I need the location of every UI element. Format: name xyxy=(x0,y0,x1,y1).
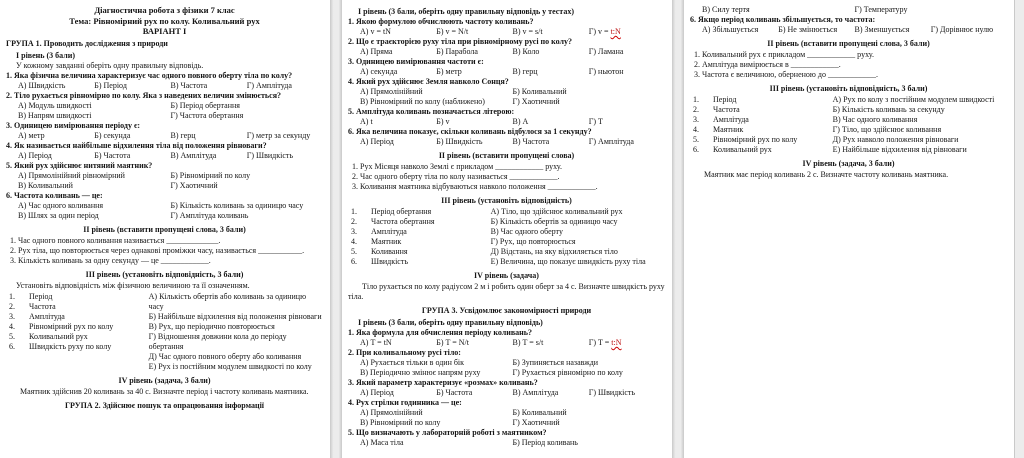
item-number: 6. xyxy=(351,257,357,266)
answer-option: Г) Ламана xyxy=(588,47,624,56)
matching-right-item: В) Час одного коливання xyxy=(832,115,918,124)
answer-option: А) секунда xyxy=(360,67,398,76)
answer-option: А) t xyxy=(360,117,373,126)
page-gap xyxy=(330,0,342,458)
question-text: 5. Амплітуда коливань позначається літерою: xyxy=(348,107,515,116)
matching-left-item xyxy=(690,105,833,115)
answer-option: А) метр xyxy=(18,130,45,140)
options-row xyxy=(6,211,323,221)
answer-option: Г) Швидкість xyxy=(588,388,636,397)
section-heading: ІІІ рівень (установіть відповідність) xyxy=(441,196,572,205)
answer-option: А) Період xyxy=(18,150,52,160)
question xyxy=(6,141,323,161)
options-row xyxy=(6,171,323,181)
question-text: 2. Тіло рухається рівномірно по колу. Яка з наведених величин змінюється? xyxy=(6,90,282,100)
answer-option: Б) Зупиняється назавжди xyxy=(512,358,599,367)
fill-in-blank-line: 1. Рух Місяця навколо Землі є прикладом ____________ руху. xyxy=(352,162,562,171)
matching-term: Частота xyxy=(29,301,56,311)
matching-right-column xyxy=(491,207,665,267)
options-row xyxy=(348,408,665,418)
answer-option: Б) v xyxy=(436,117,450,126)
matching-term: Коливальний рух xyxy=(713,145,772,154)
matching-left-item xyxy=(348,257,491,267)
matching-term: Швидкість xyxy=(371,257,409,266)
answer-option: В) Періодично змінює напрям руху xyxy=(360,368,481,377)
answer-option: А) Прямолінійний xyxy=(360,408,423,417)
options-row xyxy=(348,388,665,398)
section-heading: ІІ рівень (вставити пропущені слова) xyxy=(438,151,575,160)
question xyxy=(6,161,323,191)
option-formula-prefix: Г) v = xyxy=(588,27,611,36)
matching-left-item xyxy=(348,237,491,247)
matching-term: Амплітуда xyxy=(29,311,65,321)
question-text: 3. Одиницею вимірювання періоду є: xyxy=(6,120,141,130)
answer-option: В) А xyxy=(512,117,529,126)
matching-left-item xyxy=(690,125,833,135)
matching-left-item xyxy=(690,115,833,125)
matching-right-item: Г) Рух, що повторюється xyxy=(490,237,576,246)
answer-option: Б) Не змінюється xyxy=(778,25,838,34)
section-heading: IV рівень (задача) xyxy=(474,271,539,280)
answer-option: В) v = s/t xyxy=(512,27,543,36)
section-heading: ІІІ рівень (установіть відповідність, 3 бали) xyxy=(769,84,928,93)
answer-option: Б) секунда xyxy=(94,130,131,140)
answer-option: А) Збільшується xyxy=(702,25,759,34)
question xyxy=(348,17,665,37)
matching-left-item xyxy=(6,332,149,342)
matching-term: Амплітуда xyxy=(371,227,407,236)
question xyxy=(348,37,665,57)
answer-option: Г) Дорівнює нулю xyxy=(930,25,994,34)
matching-right-item: Д) Час одного повного оберту або коливання xyxy=(148,351,302,361)
answer-option: Г) Амплітуда xyxy=(588,137,634,146)
question-text: 3. Який параметр характеризує «розмах» коливань? xyxy=(348,378,538,387)
answer-option: Г) ньютон xyxy=(588,67,624,76)
item-number: 4. xyxy=(351,237,357,246)
answer-option xyxy=(589,27,665,37)
answer-option: Г) Частота обертання xyxy=(170,110,244,120)
answer-option: Г) Амплітуда коливань xyxy=(170,210,249,220)
paragraph: Установіть відповідність між фізичною величиною та її означенням. xyxy=(16,280,250,290)
answer-option: А) v = tN xyxy=(360,27,391,36)
matching-left-item xyxy=(348,227,491,237)
question-text: 6. Якщо період коливань збільшується, то частота: xyxy=(690,15,876,24)
options-row xyxy=(6,181,323,191)
matching-right-item: В) Рух, що періодично повторюється xyxy=(148,321,275,331)
matching-right-item: А) Рух по колу з постійним модулем швидкості xyxy=(832,95,995,104)
section-heading: IV рівень (задача, 3 бали) xyxy=(118,375,211,385)
answer-option: А) Рухається тільки в один бік xyxy=(360,358,465,367)
answer-option: Б) Період коливань xyxy=(512,438,578,447)
question-text: 1. Яка формула для обчислення періоду коливань? xyxy=(348,328,532,337)
task-text: Тіло рухається по колу радіусом 2 м і робить один оберт за 4 с. Визначте швидкість руху тіла. xyxy=(348,282,665,301)
matching-block xyxy=(348,207,665,267)
item-number: 2. xyxy=(9,301,15,311)
matching-right-item: Б) Найбільше відхилення від положення рівноваги xyxy=(148,311,322,321)
matching-term: Період xyxy=(713,95,737,104)
matching-left-column xyxy=(690,95,833,155)
answer-option: А) Час одного коливання xyxy=(18,200,104,210)
document-page-2 xyxy=(342,0,672,458)
answer-option: В) Рівномірний по колу xyxy=(360,418,441,427)
matching-right-column xyxy=(833,95,1007,155)
section-heading: І рівень (3 бали) xyxy=(16,50,75,60)
matching-left-item xyxy=(348,217,491,227)
options-row xyxy=(348,418,665,428)
question-text: 4. Який рух здійснює Земля навколо Сонця? xyxy=(348,77,509,86)
answer-option: В) Частота xyxy=(170,80,208,90)
answer-option: А) Пряма xyxy=(360,47,393,56)
matching-right-item: Г) Тіло, що здійснює коливання xyxy=(832,125,942,134)
item-number: 4. xyxy=(693,125,699,134)
fill-in-blank-line: 1. Коливальний рух є прикладом ____________ руху. xyxy=(694,50,874,59)
answer-option: В) Амплітуда xyxy=(512,388,559,397)
options-row xyxy=(348,87,665,97)
answer-option: Б) Період xyxy=(94,80,127,90)
answer-option: В) Шлях за один період xyxy=(18,210,99,220)
options-row xyxy=(6,131,323,141)
options-row xyxy=(348,438,665,448)
answer-option: В) Коло xyxy=(512,47,540,56)
fill-in-blank-line: 3. Коливання маятника відбуваються навколо положення ____________. xyxy=(352,182,598,191)
doc-title-line: Діагностична робота з фізики 7 клас xyxy=(94,5,235,15)
question xyxy=(348,77,665,107)
options-row xyxy=(348,117,665,127)
item-number: 1. xyxy=(351,207,357,216)
doc-title-line: ВАРІАНТ І xyxy=(142,26,187,37)
matching-left-item xyxy=(6,312,149,322)
answer-option: В) герц xyxy=(512,67,538,76)
matching-left-column xyxy=(6,292,149,372)
section-heading: ІІ рівень (вставити пропущені слова, 3 бали) xyxy=(83,224,246,234)
answer-option: Г) Т xyxy=(588,117,603,126)
document-page-3 xyxy=(684,0,1014,458)
answer-option: Г) Хаотичний xyxy=(170,180,218,190)
matching-right-item: Г) Відношення довжини кола до періоду обертання xyxy=(148,331,287,351)
item-number: 1. xyxy=(9,291,15,301)
question xyxy=(6,71,323,91)
question xyxy=(6,121,323,141)
matching-term: Рівномірний рух по колу xyxy=(29,321,114,331)
section-heading: ГРУПА 1. Проводить дослідження з природи xyxy=(6,38,168,48)
matching-block xyxy=(6,292,323,372)
question-text: 1. Яка фізична величина характеризує час одного повного оберту тіла по колу? xyxy=(6,70,293,80)
question-text: 2. Що є траєкторією руху тіла при рівномірному русі по колу? xyxy=(348,37,573,46)
answer-option: Г) Рухається рівномірно по колу xyxy=(512,368,623,377)
fill-in-blank-line: 2. Час одного оберту тіла по колу називається ____________. xyxy=(352,172,560,181)
question xyxy=(6,191,323,221)
options-row xyxy=(690,25,1007,35)
answer-option: А) Прямолінійний рівномірний xyxy=(18,170,125,180)
item-number: 5. xyxy=(9,331,15,341)
item-number: 2. xyxy=(351,217,357,226)
fill-in-blank-line: 2. Амплітуда вимірюється в ____________. xyxy=(694,60,841,69)
page-gap xyxy=(1014,0,1024,458)
answer-option: В) Напрям швидкості xyxy=(18,110,92,120)
options-row xyxy=(348,358,665,368)
answer-option: Г) Швидкість xyxy=(246,150,294,160)
question-text: 2. При коливальному русі тіло: xyxy=(348,348,461,357)
answer-option: Б) Частота xyxy=(94,150,131,160)
matching-left-item xyxy=(6,292,149,302)
options-row xyxy=(6,111,323,121)
item-number: 2. xyxy=(693,105,699,114)
answer-option: В) Зменшується xyxy=(854,25,910,34)
item-number: 3. xyxy=(351,227,357,236)
matching-term: Коливальний рух xyxy=(29,331,88,341)
item-number: 3. xyxy=(693,115,699,124)
item-number: 5. xyxy=(693,135,699,144)
section-heading: І рівень (3 бали, оберіть одну правильну відповідь у тестах) xyxy=(358,7,574,16)
options-row xyxy=(348,97,665,107)
section-heading: І рівень (3 бали, оберіть одну правильну відповідь) xyxy=(358,318,543,327)
document-page-1 xyxy=(0,0,330,458)
answer-option: В) Амплітуда xyxy=(170,150,217,160)
matching-term: Маятник xyxy=(713,125,744,134)
matching-right-item: Б) Кількість обертів за одиницю часу xyxy=(490,217,618,226)
answer-option: А) T = tN xyxy=(360,338,392,347)
answer-option: Б) Частота xyxy=(436,388,473,397)
matching-left-column xyxy=(348,207,491,267)
section-heading: ГРУПА 2. Здійснює пошук та опрацювання інформації xyxy=(64,400,265,410)
answer-option: А) Період xyxy=(360,137,394,146)
answer-option: Г) Амплітуда xyxy=(246,80,292,90)
option-formula-prefix: Г) T = xyxy=(588,338,612,347)
options-row xyxy=(6,81,323,91)
task-text: Маятник здійснив 20 коливань за 40 с. Визначте період і частоту коливань маятника. xyxy=(20,386,309,396)
question-text: 4. Як називається найбільше відхилення тіла від положення рівноваги? xyxy=(6,140,267,150)
answer-option: Б) Кількість коливань за одиницю часу xyxy=(170,200,304,210)
answer-option xyxy=(589,338,665,348)
fill-in-blank-line: 1. Час одного повного коливання називається _____________. xyxy=(10,235,221,245)
spellcheck-marked-formula: t:N xyxy=(611,338,622,347)
matching-left-item xyxy=(348,247,491,257)
answer-option: Г) Хаотичний xyxy=(512,418,560,427)
options-row xyxy=(6,151,323,161)
matching-right-item: Е) Величина, що показує швидкість руху тіла xyxy=(490,257,646,266)
spellcheck-marked-formula: t:N xyxy=(610,27,621,36)
question-text: 4. Рух стрілки годинника — це: xyxy=(348,398,462,407)
paragraph: У кожному завданні оберіть одну правильну відповідь. xyxy=(16,60,204,70)
question xyxy=(348,57,665,77)
matching-left-item xyxy=(690,145,833,155)
item-number: 6. xyxy=(693,145,699,154)
section-heading: IV рівень (задача, 3 бали) xyxy=(802,159,895,168)
answer-option: Г) метр за секунду xyxy=(246,130,311,140)
answer-option: Г) Температуру xyxy=(854,5,908,14)
answer-option: Б) Швидкість xyxy=(436,137,483,146)
options-row xyxy=(6,101,323,111)
answer-option: Б) Коливальний xyxy=(512,408,567,417)
fill-in-blank-line: 2. Рух тіла, що повторюється через однакові проміжки часу, називається ___________. xyxy=(10,245,305,255)
answer-option: Б) метр xyxy=(436,67,462,76)
matching-right-item: А) Тіло, що здійснює коливальний рух xyxy=(490,207,623,216)
answer-option: А) Швидкість xyxy=(18,80,66,90)
item-number: 6. xyxy=(9,341,15,351)
options-row xyxy=(690,5,1007,15)
matching-right-item: Д) Рух навколо положення рівноваги xyxy=(832,135,959,144)
answer-option: А) Період xyxy=(360,388,394,397)
question xyxy=(348,398,665,428)
doc-title-line: Тема: Рівномірний рух по колу. Коливальний рух xyxy=(69,15,260,26)
question-text: 6. Яка величина показує, скільки коливань відбулося за 1 секунду? xyxy=(348,127,592,136)
answer-option: А) Прямолінійний xyxy=(360,87,423,96)
matching-right-item: Е) Найбільше відхилення від рівноваги xyxy=(832,145,967,154)
question xyxy=(690,15,1007,35)
matching-left-item xyxy=(6,342,149,352)
question xyxy=(348,378,665,398)
matching-term: Амплітуда xyxy=(713,115,749,124)
answer-option: В) Силу тертя xyxy=(702,5,750,14)
matching-left-item xyxy=(690,95,833,105)
options-row xyxy=(348,47,665,57)
question xyxy=(348,428,665,448)
options-row xyxy=(348,368,665,378)
options-row xyxy=(348,67,665,77)
question-text: 5. Який рух здійснює нитяний маятник? xyxy=(6,160,153,170)
matching-block xyxy=(690,95,1007,155)
question xyxy=(6,91,323,121)
answer-option: А) Маса тіла xyxy=(360,438,404,447)
answer-option: Б) Рівномірний по колу xyxy=(170,170,251,180)
answer-option: В) Частота xyxy=(512,137,550,146)
question-text: 1. Якою формулою обчислюють частоту коливань? xyxy=(348,17,534,26)
matching-term: Період xyxy=(29,291,53,301)
options-row xyxy=(348,338,665,348)
question xyxy=(348,127,665,147)
matching-term: Період обертання xyxy=(371,207,432,216)
question-text: 3. Одиницею вимірювання частоти є: xyxy=(348,57,484,66)
question xyxy=(348,328,665,348)
options-row xyxy=(348,137,665,147)
item-number: 5. xyxy=(351,247,357,256)
matching-term: Швидкість руху по колу xyxy=(29,341,112,351)
matching-left-item xyxy=(6,302,149,312)
page-gap xyxy=(672,0,684,458)
options-row xyxy=(348,27,665,37)
item-number: 1. xyxy=(693,95,699,104)
matching-left-item xyxy=(6,322,149,332)
matching-term: Коливання xyxy=(371,247,408,256)
section-heading: ГРУПА 3. Усвідомлює закономірності природи xyxy=(421,306,592,315)
answer-option: Б) Коливальний xyxy=(512,87,567,96)
answer-option: А) Модуль швидкості xyxy=(18,100,92,110)
question-text: 5. Що визначають у лабораторній роботі з маятником? xyxy=(348,428,547,437)
fill-in-blank-line: 3. Частота є величиною, оберненою до ____________. xyxy=(694,70,878,79)
answer-option: Б) v = N/t xyxy=(436,27,469,36)
matching-term: Частота xyxy=(713,105,740,114)
matching-right-item: В) Час одного оберту xyxy=(490,227,563,236)
matching-right-item: А) Кількість обертів або коливань за одиницю часу xyxy=(148,291,307,311)
question xyxy=(690,5,1007,15)
item-number: 3. xyxy=(9,311,15,321)
answer-option: В) T = s/t xyxy=(512,338,544,347)
question xyxy=(348,348,665,378)
matching-right-item: Б) Кількість коливань за секунду xyxy=(832,105,945,114)
answer-option: В) Рівномірний по колу (наближено) xyxy=(360,97,485,106)
task-text: Маятник має період коливань 2 с. Визначте частоту коливань маятника. xyxy=(704,170,949,179)
answer-option: Б) Парабола xyxy=(436,47,478,56)
matching-term: Маятник xyxy=(371,237,402,246)
matching-right-item: Д) Відстань, на яку відхиляється тіло xyxy=(490,247,618,256)
options-row xyxy=(6,201,323,211)
answer-option: Б) T = N/t xyxy=(436,338,469,347)
question-text: 6. Частота коливань — це: xyxy=(6,190,103,200)
matching-right-item: Е) Рух із постійним модулем швидкості по колу xyxy=(148,361,312,371)
item-number: 4. xyxy=(9,321,15,331)
answer-option: В) Коливальний xyxy=(18,180,73,190)
matching-term: Рівномірний рух по колу xyxy=(713,135,798,144)
answer-option: Б) Період обертання xyxy=(170,100,240,110)
matching-right-column xyxy=(149,292,323,372)
matching-left-item xyxy=(348,207,491,217)
section-heading: ІІІ рівень (установіть відповідність, 3 бали) xyxy=(85,269,244,279)
matching-term: Частота обертання xyxy=(371,217,435,226)
fill-in-blank-line: 3. Кількість коливань за одну секунду — це ____________. xyxy=(10,255,211,265)
question xyxy=(348,107,665,127)
answer-option: В) герц xyxy=(170,130,196,140)
answer-option: Г) Хаотичний xyxy=(512,97,560,106)
section-heading: ІІ рівень (вставити пропущені слова, 3 бали) xyxy=(767,39,930,48)
matching-left-item xyxy=(690,135,833,145)
